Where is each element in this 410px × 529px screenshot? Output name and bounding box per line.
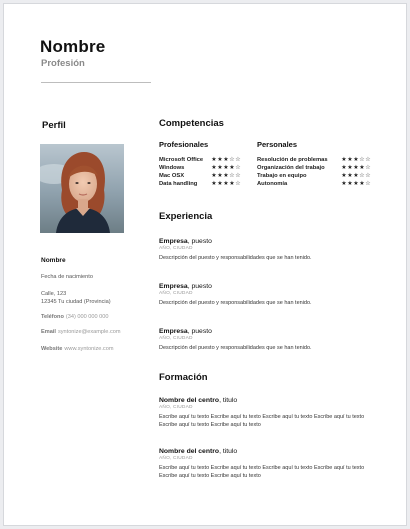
star-icon: ☆ <box>365 164 371 171</box>
professional-skills-title: Profesionales <box>159 140 209 149</box>
education-title: Formación <box>159 372 208 383</box>
star-icon: ★ <box>217 156 223 163</box>
experience-entry <box>159 238 374 263</box>
resume-profession: Profesión <box>41 58 85 69</box>
skill-name: Trabajo en equipo <box>257 173 307 179</box>
profile-email <box>41 329 121 337</box>
profile-website <box>41 346 113 354</box>
experience-description: Descripción del puesto y responsabilidades que se han tenido. <box>159 300 312 306</box>
profile-name: Nombre <box>41 257 66 264</box>
resume-name: Nombre <box>40 37 106 56</box>
star-icon: ☆ <box>365 172 371 179</box>
experience-role: , puesto <box>187 283 212 290</box>
education-meta: AÑO, CIUDAD <box>159 456 193 461</box>
experience-entry <box>159 283 374 308</box>
star-icon: ★ <box>353 172 359 179</box>
education-degree: , titulo <box>219 448 238 455</box>
star-icon: ★ <box>211 164 217 171</box>
star-icon: ★ <box>341 172 347 179</box>
skill-row <box>257 164 371 172</box>
star-icon: ☆ <box>235 156 241 163</box>
skill-rating <box>211 165 241 171</box>
education-center: Nombre del centro <box>159 448 220 455</box>
education-degree: , titulo <box>219 397 238 404</box>
star-icon: ★ <box>223 172 229 179</box>
experience-company: Empresa <box>159 328 188 335</box>
star-icon: ★ <box>353 164 359 171</box>
skill-rating <box>211 157 241 163</box>
website-value[interactable]: www.syntonize.com <box>64 346 114 352</box>
professional-skills-list <box>159 156 241 188</box>
star-icon: ★ <box>229 180 235 187</box>
skill-row <box>159 164 241 172</box>
star-icon: ★ <box>211 156 217 163</box>
personal-skills-title: Personales <box>257 140 298 149</box>
skill-name: Data handling <box>159 181 198 187</box>
star-icon: ★ <box>223 156 229 163</box>
star-icon: ★ <box>347 164 353 171</box>
personal-skills-list <box>257 156 371 188</box>
star-icon: ☆ <box>229 156 235 163</box>
skill-row <box>257 172 371 180</box>
profile-title: Perfil <box>42 120 66 131</box>
star-icon: ★ <box>229 164 235 171</box>
experience-meta: AÑO, CIUDAD <box>159 291 193 296</box>
skill-name: Autonomía <box>257 181 288 187</box>
star-icon: ☆ <box>359 172 365 179</box>
profile-birth: Fecha de nacimiento <box>41 274 93 280</box>
skill-rating <box>341 181 371 187</box>
star-icon: ☆ <box>235 172 241 179</box>
skill-row <box>159 180 241 188</box>
skill-name: Resolución de problemas <box>257 157 328 163</box>
skill-name: Windows <box>159 165 185 171</box>
star-icon: ☆ <box>359 156 365 163</box>
star-icon: ★ <box>217 172 223 179</box>
phone-label: Teléfono <box>41 314 64 320</box>
phone-value: (34) 000 000 000 <box>65 314 109 320</box>
star-icon: ★ <box>347 180 353 187</box>
education-center: Nombre del centro <box>159 397 220 404</box>
star-icon: ★ <box>353 156 359 163</box>
address-line-1: Calle, 123 <box>41 291 67 297</box>
star-icon: ☆ <box>235 164 241 171</box>
education-description: Escribe aquí tu texto Escribe aquí tu texto Escribe aquí tu texto Escribe aquí tu texto Escribe aquí tu texto Escribe aquí tu texto <box>159 465 365 479</box>
skill-name: Organización del trabajo <box>257 165 325 171</box>
star-icon: ☆ <box>365 180 371 187</box>
skills-title: Competencias <box>159 118 224 129</box>
star-icon: ★ <box>359 180 365 187</box>
header-divider <box>41 82 151 83</box>
experience-entry <box>159 328 374 353</box>
star-icon: ☆ <box>229 172 235 179</box>
skill-rating <box>341 157 371 163</box>
star-icon: ★ <box>359 164 365 171</box>
website-label: Website <box>41 346 63 352</box>
skill-name: Microsoft Office <box>159 157 204 163</box>
star-icon: ★ <box>217 164 223 171</box>
email-label: Email <box>41 329 56 335</box>
star-icon: ★ <box>341 180 347 187</box>
experience-company: Empresa <box>159 238 188 245</box>
skill-row <box>257 156 371 164</box>
profile-phone <box>41 314 109 322</box>
star-icon: ☆ <box>235 180 241 187</box>
skill-row <box>159 172 241 180</box>
star-icon: ★ <box>223 180 229 187</box>
star-icon: ★ <box>217 180 223 187</box>
resume-page <box>3 3 407 526</box>
education-entry <box>159 448 374 481</box>
star-icon: ★ <box>211 172 217 179</box>
education-description: Escribe aquí tu texto Escribe aquí tu texto Escribe aquí tu texto Escribe aquí tu texto Escribe aquí tu texto Escribe aquí tu texto <box>159 414 365 428</box>
skill-rating <box>341 173 371 179</box>
address-line-2: 12345 Tu ciudad (Provincia) <box>41 298 111 305</box>
star-icon: ★ <box>211 180 217 187</box>
experience-description: Descripción del puesto y responsabilidades que se han tenido. <box>159 345 312 351</box>
profile-photo <box>40 144 124 233</box>
star-icon: ★ <box>223 164 229 171</box>
email-value[interactable]: syntonize@example.com <box>57 329 121 335</box>
experience-role: , puesto <box>187 238 212 245</box>
star-icon: ☆ <box>365 156 371 163</box>
skill-rating <box>341 165 371 171</box>
profile-address <box>41 291 111 306</box>
personal-skills <box>257 140 371 188</box>
skill-rating <box>211 181 241 187</box>
experience-company: Empresa <box>159 283 188 290</box>
experience-description: Descripción del puesto y responsabilidades que se han tenido. <box>159 255 312 261</box>
education-meta: AÑO, CIUDAD <box>159 405 193 410</box>
skill-name: Mac OSX <box>159 173 185 179</box>
star-icon: ★ <box>341 156 347 163</box>
experience-role: , puesto <box>187 328 212 335</box>
professional-skills <box>159 140 241 188</box>
skill-row <box>159 156 241 164</box>
education-entry <box>159 397 374 430</box>
experience-title: Experiencia <box>159 211 213 222</box>
skill-rating <box>211 173 241 179</box>
star-icon: ★ <box>347 172 353 179</box>
experience-meta: AÑO, CIUDAD <box>159 336 193 341</box>
star-icon: ★ <box>341 164 347 171</box>
star-icon: ★ <box>347 156 353 163</box>
experience-meta: AÑO, CIUDAD <box>159 246 193 251</box>
skill-row <box>257 180 371 188</box>
star-icon: ★ <box>353 180 359 187</box>
